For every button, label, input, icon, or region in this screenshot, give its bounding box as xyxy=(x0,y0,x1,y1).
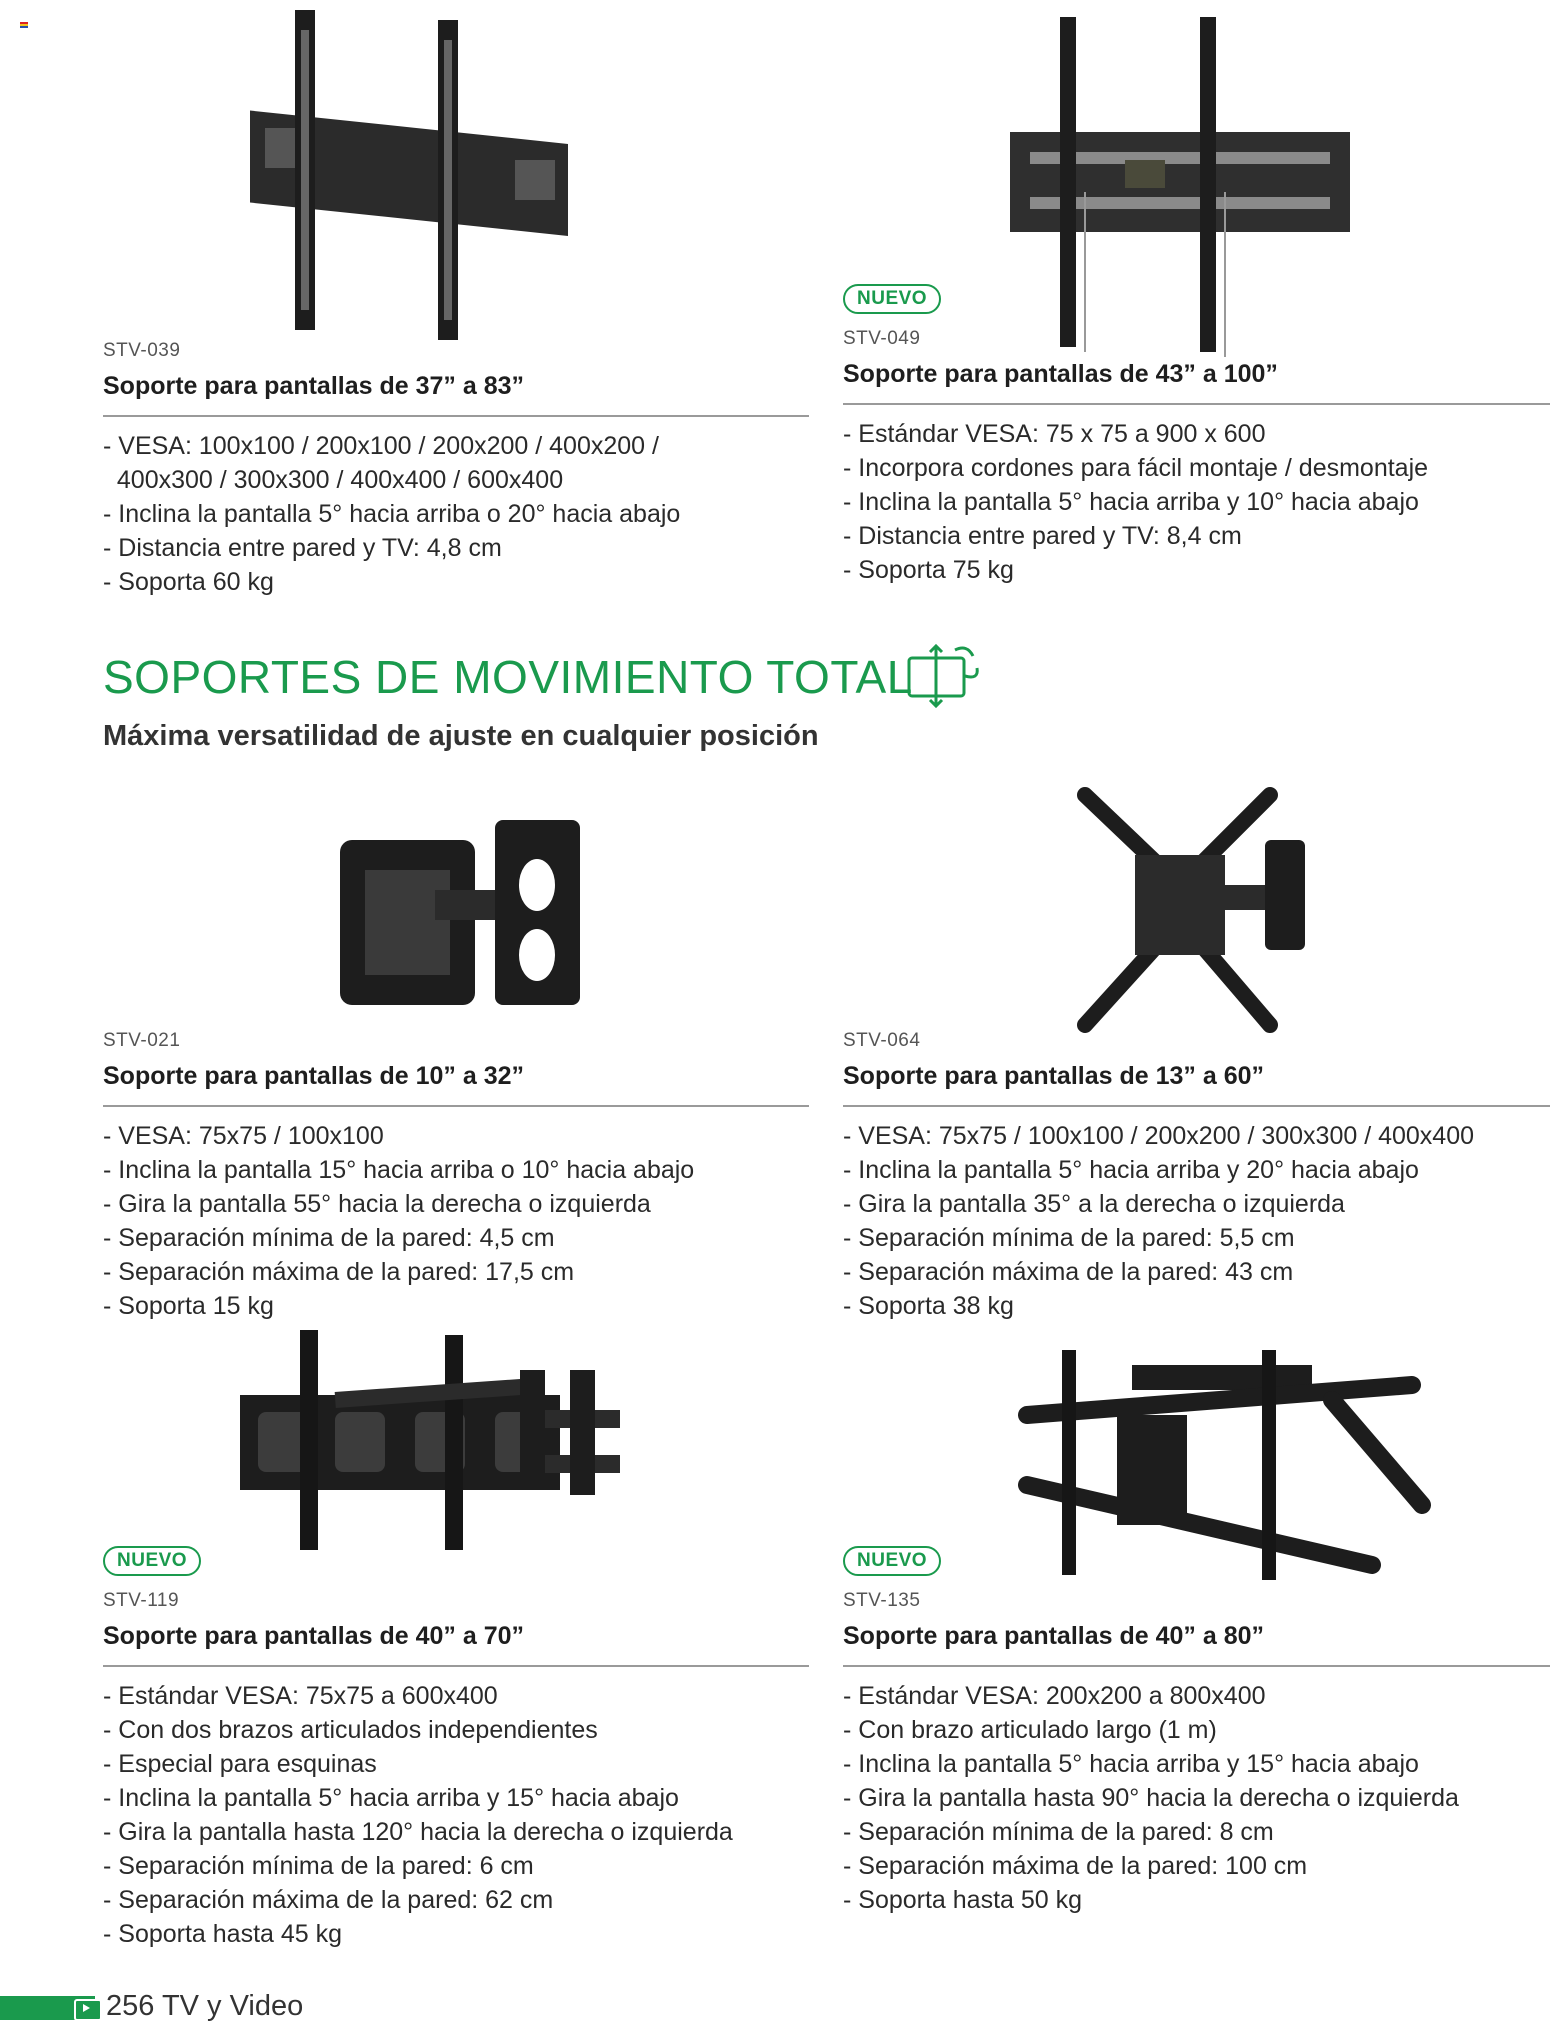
feature-item: 400x300 / 300x300 / 400x400 / 600x400 xyxy=(103,466,564,494)
feature-item: - Inclina la pantalla 15° hacia arriba o 10° hacia abajo xyxy=(103,1156,695,1184)
feature-item: - Soporta hasta 50 kg xyxy=(843,1886,1083,1914)
feature-item: - Inclina la pantalla 5° hacia arriba y 15° hacia abajo xyxy=(103,1784,679,1812)
section-title: SOPORTES DE MOVIMIENTO TOTAL xyxy=(103,651,913,703)
page-number: 256 xyxy=(106,1990,155,2022)
tv-play-icon xyxy=(74,1999,102,2021)
feature-list xyxy=(103,429,863,599)
page-category: TV y Video xyxy=(161,1990,304,2022)
feature-item: - VESA: 100x100 / 200x100 / 200x200 / 400x200 / xyxy=(103,432,659,460)
feature-item: - Separación mínima de la pared: 8 cm xyxy=(843,1818,1274,1846)
feature-item: - Soporta hasta 45 kg xyxy=(103,1920,343,1948)
product-title: Soporte para pantallas de 43” a 100” xyxy=(843,360,1550,405)
product-title: Soporte para pantallas de 40” a 70” xyxy=(103,1622,809,1667)
feature-item: - Separación máxima de la pared: 17,5 cm xyxy=(103,1258,575,1286)
feature-item: - Distancia entre pared y TV: 4,8 cm xyxy=(103,534,502,562)
product-code: STV-135 xyxy=(843,1590,921,1611)
feature-item: - Separación mínima de la pared: 4,5 cm xyxy=(103,1224,555,1252)
feature-item: - Gira la pantalla hasta 120° hacia la derecha o izquierda xyxy=(103,1818,733,1846)
product-card-stv-064 xyxy=(843,1030,1550,1323)
feature-item: - Separación máxima de la pared: 62 cm xyxy=(103,1886,554,1914)
feature-item: - Incorpora cordones para fácil montaje / desmontaje xyxy=(843,454,1429,482)
feature-item: - Soporta 75 kg xyxy=(843,556,1014,584)
new-badge: NUEVO xyxy=(843,1546,941,1576)
feature-list xyxy=(843,1679,1550,1917)
feature-item: - Con dos brazos articulados independientes xyxy=(103,1716,598,1744)
product-card-stv-049 xyxy=(843,284,1550,587)
feature-item: - Soporta 60 kg xyxy=(103,568,274,596)
feature-item: - Con brazo articulado largo (1 m) xyxy=(843,1716,1217,1744)
feature-item: - Inclina la pantalla 5° hacia arriba o 20° hacia abajo xyxy=(103,500,681,528)
feature-item: - Soporta 15 kg xyxy=(103,1292,274,1320)
product-code: STV-039 xyxy=(103,340,181,361)
feature-item: - Separación máxima de la pared: 100 cm xyxy=(843,1852,1308,1880)
section-subtitle: Máxima versatilidad de ajuste en cualquier posición xyxy=(103,720,819,752)
product-image-stv-064 xyxy=(1070,780,1310,1040)
product-title: Soporte para pantallas de 40” a 80” xyxy=(843,1622,1550,1667)
feature-item: - Gira la pantalla 55° hacia la derecha o izquierda xyxy=(103,1190,651,1218)
new-badge: NUEVO xyxy=(843,284,941,314)
feature-list xyxy=(843,1119,1550,1323)
feature-item: - Inclina la pantalla 5° hacia arriba y 15° hacia abajo xyxy=(843,1750,1419,1778)
product-image-stv-039 xyxy=(245,10,575,340)
feature-item: - VESA: 75x75 / 100x100 / 200x200 / 300x300 / 400x400 xyxy=(843,1122,1475,1150)
product-code: STV-021 xyxy=(103,1030,181,1051)
feature-item: - Especial para esquinas xyxy=(103,1750,377,1778)
feature-item: - Separación máxima de la pared: 43 cm xyxy=(843,1258,1294,1286)
feature-list xyxy=(843,417,1550,587)
feature-item: - Soporta 38 kg xyxy=(843,1292,1014,1320)
new-badge: NUEVO xyxy=(103,1546,201,1576)
product-code: STV-049 xyxy=(843,328,921,349)
product-card-stv-119 xyxy=(103,1546,863,1951)
flag-icon xyxy=(20,22,28,28)
feature-item: - Inclina la pantalla 5° hacia arriba y 20° hacia abajo xyxy=(843,1156,1419,1184)
feature-item: - Estándar VESA: 200x200 a 800x400 xyxy=(843,1682,1266,1710)
feature-list xyxy=(103,1119,863,1323)
full-motion-icon xyxy=(903,640,983,710)
feature-item: - Distancia entre pared y TV: 8,4 cm xyxy=(843,522,1242,550)
product-image-stv-021 xyxy=(335,815,590,1015)
product-image-stv-119 xyxy=(240,1330,660,1555)
feature-item: - Gira la pantalla hasta 90° hacia la derecha o izquierda xyxy=(843,1784,1459,1812)
product-card-stv-039 xyxy=(103,340,863,599)
footer-label xyxy=(106,1990,303,2023)
feature-item: - Separación mínima de la pared: 5,5 cm xyxy=(843,1224,1295,1252)
product-title: Soporte para pantallas de 13” a 60” xyxy=(843,1062,1550,1107)
product-code: STV-064 xyxy=(843,1030,921,1051)
product-card-stv-135 xyxy=(843,1546,1550,1917)
product-title: Soporte para pantallas de 10” a 32” xyxy=(103,1062,809,1107)
feature-list xyxy=(103,1679,863,1951)
feature-item: - Separación mínima de la pared: 6 cm xyxy=(103,1852,534,1880)
feature-item: - Estándar VESA: 75 x 75 a 900 x 600 xyxy=(843,420,1266,448)
product-title: Soporte para pantallas de 37” a 83” xyxy=(103,372,809,417)
product-code: STV-119 xyxy=(103,1590,180,1611)
product-card-stv-021 xyxy=(103,1030,863,1323)
feature-item: - Inclina la pantalla 5° hacia arriba y 10° hacia abajo xyxy=(843,488,1419,516)
feature-item: - Gira la pantalla 35° a la derecha o izquierda xyxy=(843,1190,1345,1218)
feature-item: - VESA: 75x75 / 100x100 xyxy=(103,1122,384,1150)
feature-item: - Estándar VESA: 75x75 a 600x400 xyxy=(103,1682,498,1710)
